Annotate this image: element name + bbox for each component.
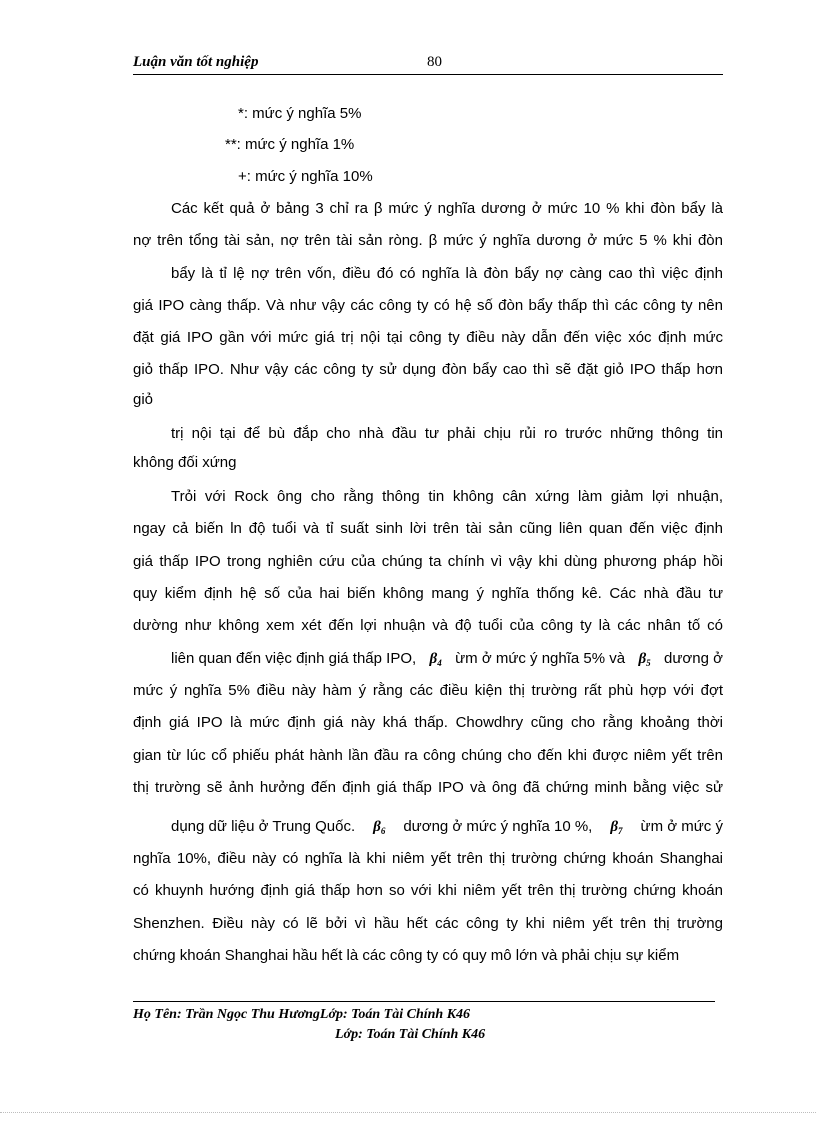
text-segment: dương ở mức ý nghĩa 10 %,	[403, 818, 593, 835]
beta-subscript: 7	[618, 826, 623, 836]
page-number: 80	[427, 54, 442, 70]
page-header	[133, 54, 723, 75]
paragraph-line: thị trường sẽ ảnh hưởng đến định giá thấp IPO và ông đã chứng minh bằng việc sử	[133, 779, 723, 796]
paragraph-line: định giá IPO là mức định giá này khá thấp. Chowdhry cũng cho rằng khoảng thời	[133, 714, 723, 731]
paragraph-line: Trỏi với Rock ông cho rằng thông tin không cân xứng làm giảm lợi nhuận,	[171, 488, 723, 505]
beta-symbol: $\beta_7$	[610, 819, 623, 836]
beta-symbol: $\beta_5$	[638, 651, 651, 668]
paragraph-line: dường như không xem xét đến lợi nhuận và độ tuổi của công ty là các nhân tố có	[133, 617, 723, 634]
text-segment: liên quan đến việc định giá thấp IPO,	[171, 650, 417, 667]
paragraph-line: chứng khoán Shanghai hầu hết là các công ty có quy mô lớn và phải chịu sự kiểm	[133, 947, 680, 964]
note-line: **: mức ý nghĩa 1%	[225, 136, 355, 153]
beta-symbol: $\beta_6$	[373, 819, 386, 836]
paragraph-line: mức ý nghĩa 5% điều này hàm ý rằng các điều kiện thị trường rất phù hợp với đợt	[133, 682, 723, 699]
paragraph-line: không đối xứng	[133, 454, 237, 471]
paragraph-line: quy kiểm định hệ số của hai biến không mang ý nghĩa thống kê. Các nhà đầu tư	[133, 585, 723, 602]
note-line: *: mức ý nghĩa 5%	[238, 105, 362, 122]
footer-class-line: Lớp: Toán Tài Chính K46	[335, 1027, 486, 1042]
paragraph-line: trị nội tại để bù đắp cho nhà đầu tư phải chịu rủi ro trước những thông tin	[171, 425, 723, 442]
paragraph-line: giá thấp IPO trong nghiên cứu của chúng ta chính vì vậy khi dùng phương pháp hồi	[133, 553, 723, 570]
beta-subscript: 5	[646, 658, 651, 668]
beta-subscript: 4	[437, 658, 442, 668]
paragraph-line: nợ trên tổng tài sản, nợ trên tài sản ròng. β mức ý nghĩa dương ở mức 5 % khi đòn	[133, 232, 723, 249]
paragraph-line: giỏ thấp IPO. Như vậy các công ty sử dụng đòn bẩy cao thì sẽ đặt giỏ IPO thấp hơn	[133, 361, 723, 378]
beta-symbol: $\beta_4$	[429, 651, 442, 668]
paragraph-line	[171, 816, 723, 842]
note-line: +: mức ý nghĩa 10%	[238, 168, 373, 185]
text-segment: dụng dữ liệu ở Trung Quốc.	[171, 818, 356, 835]
paragraph-line: Shenzhen. Điều này có lẽ bởi vì hầu hết các công ty khi niêm yết trên thị trường	[133, 915, 723, 932]
paragraph-line: Các kết quả ở bảng 3 chỉ ra β mức ý nghĩa dương ở mức 10 % khi đòn bẩy là	[171, 200, 723, 217]
paragraph-line: giá IPO càng thấp. Và như vậy các công ty có hệ số đòn bẩy thấp thì các công ty nên	[133, 297, 723, 314]
paragraph-line: bẩy là tỉ lệ nợ trên vốn, điều đó có nghĩa là đòn bẩy nợ càng cao thì việc định	[171, 265, 723, 282]
paragraph-line: gian từ lúc cổ phiếu phát hành lần đầu ra công chúng cho đến khi được niêm yết trên	[133, 747, 723, 764]
paragraph-line	[171, 648, 723, 674]
footer-divider	[133, 1001, 715, 1002]
page-bottom-dotted-border	[0, 1112, 816, 1113]
text-segment: ừm ở mức ý	[640, 818, 723, 835]
text-segment: dương ở	[664, 650, 723, 667]
footer-author-line: Họ Tên: Trần Ngọc Thu HươngLớp: Toán Tài Chính K46	[133, 1007, 471, 1022]
paragraph-line: ngay cả biến ln độ tuổi và tỉ suất sinh lời trên tài sản cũng liên quan đến việc định	[133, 520, 723, 537]
paragraph-line: nghĩa 10%, điều này có nghĩa là khi niêm yết trên thị trường chứng khoán Shanghai	[133, 850, 723, 867]
header-title: Luận văn tốt nghiệp	[133, 54, 259, 70]
paragraph-line: đặt giá IPO gần với mức giá trị nội tại công ty điều này dẫn đến việc xóc định mức	[133, 329, 723, 346]
paragraph-line: giỏ	[133, 391, 154, 408]
beta-subscript: 6	[380, 826, 386, 836]
paragraph-line: có khuynh hướng định giá thấp hơn so với khi niêm yết trên thị trường chứng khoán	[133, 882, 723, 899]
text-segment: ừm ở mức ý nghĩa 5% và	[455, 650, 626, 667]
